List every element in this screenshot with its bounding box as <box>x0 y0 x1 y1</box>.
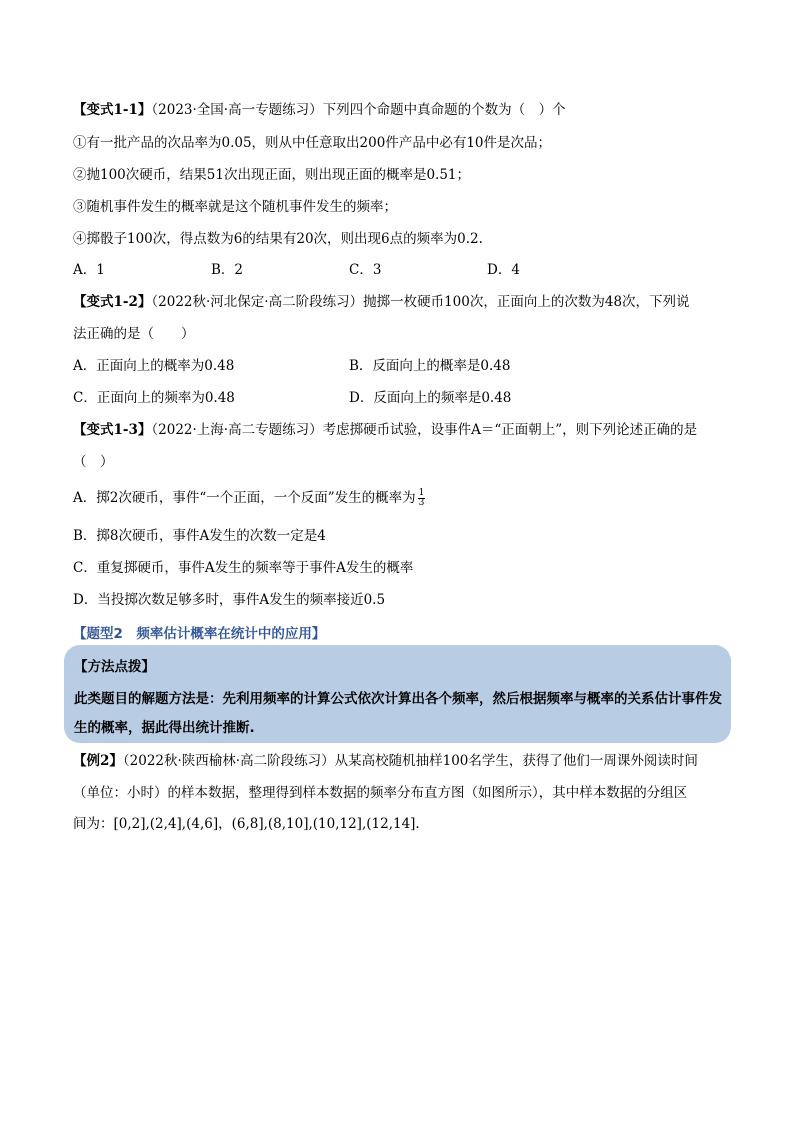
question-text: 抛掷一枚硬币100次，正面向上的次数为48次，下列说 <box>363 294 690 310</box>
variant-1-3-question <box>73 421 697 439</box>
fraction-denominator: 3 <box>418 498 425 508</box>
option-b: B．反面向上的概率是0.48 <box>349 358 511 374</box>
option-d: D．当投掷次数足够多时，事件A发生的频率接近0.5 <box>73 592 386 608</box>
fraction-numerator: 1 <box>418 488 425 498</box>
fraction-one-third <box>418 489 426 508</box>
statement-4: ④掷骰子100次，得点数为6的结果有20次，则出现6点的频率为0.2. <box>73 231 483 247</box>
question-text-cont: （ ） <box>73 454 114 470</box>
statement-3: ③随机事件发生的概率就是这个随机事件发生的频率； <box>73 199 397 215</box>
option-b: B．掷8次硬币，事件A发生的次数一定是4 <box>73 528 326 544</box>
option-b: B．2 <box>211 262 244 278</box>
option-a: A．正面向上的概率为0.48 <box>73 358 235 374</box>
option-d: D．4 <box>487 262 520 278</box>
question-text: 下列四个命题中真命题的个数为（ ）个 <box>322 102 566 118</box>
statement-1: ①有一批产品的次品率为0.05，则从中任意取出200件产品中必有10件是次品； <box>73 135 552 151</box>
variant-tag: 【变式1-2】 <box>73 294 152 310</box>
option-c: C．正面向上的频率为0.48 <box>73 390 235 406</box>
question-text-cont: 法正确的是（ ） <box>73 326 195 342</box>
variant-1-1-question <box>73 101 566 119</box>
section-title: 【题型2 频率估计概率在统计中的应用】 <box>73 626 326 642</box>
question-source: （2022·上海·高二专题练习） <box>151 422 323 438</box>
method-title: 【方法点拨】 <box>74 659 155 675</box>
question-text: 考虑掷硬币试验，设事件A＝“正面朝上”，则下列论述正确的是 <box>322 422 698 438</box>
question-source: （2022秋·陕西榆林·高二阶段练习） <box>122 753 335 769</box>
statement-2: ②抛100次硬币，结果51次出现正面，则出现正面的概率是0.51； <box>73 167 471 183</box>
option-a: A．1 <box>73 262 105 278</box>
variant-1-2-question <box>73 293 690 311</box>
method-text: 此类题目的解题方法是：先利用频率的计算公式依次计算出各个频率，然后根据频率与概率的关系估计事件发生的概率，据此得出统计推断. <box>74 691 722 736</box>
option-a-text: A．掷2次硬币，事件“一个正面，一个反面”发生的概率为 <box>73 490 416 506</box>
method-tip-box <box>64 645 731 743</box>
variant-tag: 【变式1-1】 <box>73 102 152 118</box>
question-text: 从某高校随机抽样100名学生，获得了他们一周课外阅读时间 <box>334 753 698 769</box>
question-source: （2022秋·河北保定·高二阶段练习） <box>151 294 364 310</box>
option-c: C．3 <box>349 262 382 278</box>
option-d: D．反面向上的频率是0.48 <box>349 390 512 406</box>
example-2-question <box>73 752 698 770</box>
question-source: （2023·全国·高一专题练习） <box>151 102 323 118</box>
variant-tag: 【变式1-3】 <box>73 422 152 438</box>
option-a <box>73 489 425 508</box>
option-c: C．重复掷硬币，事件A发生的频率等于事件A发生的概率 <box>73 560 414 576</box>
example-tag: 【例2】 <box>73 753 123 769</box>
question-text-cont: （单位：小时）的样本数据，整理得到样本数据的频率分布直方图（如图所示），其中样本数据的分组区 <box>73 785 688 801</box>
question-text-intervals: 间为：[0,2],(2,4],(4,6]，(6,8],(8,10],(10,12],(12,14]. <box>73 816 420 832</box>
